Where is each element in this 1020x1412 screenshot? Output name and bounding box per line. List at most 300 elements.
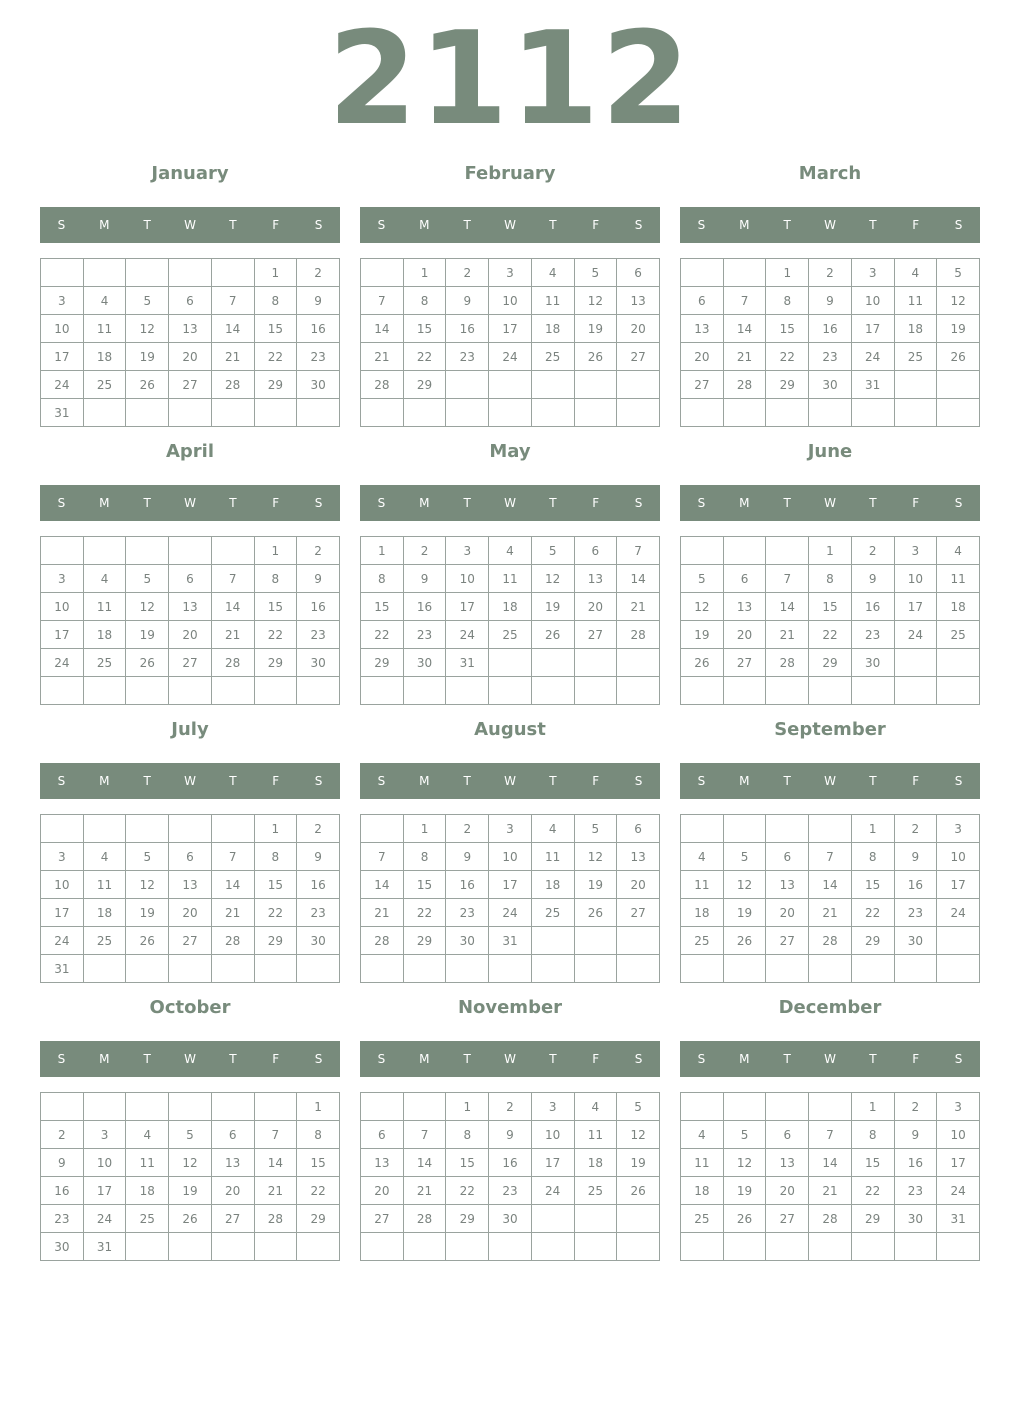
weekday-header xyxy=(40,1041,340,1077)
day-cell: 1 xyxy=(297,1093,340,1121)
day-cell: 3 xyxy=(41,287,84,315)
day-cell: 29 xyxy=(809,649,852,677)
day-cell: 16 xyxy=(41,1177,84,1205)
day-cell: 24 xyxy=(41,649,84,677)
day-cell xyxy=(489,677,532,705)
day-cell xyxy=(809,815,852,843)
week-row xyxy=(681,843,980,871)
day-cell: 6 xyxy=(681,287,724,315)
day-cell: 22 xyxy=(254,899,297,927)
weekday-label: S xyxy=(697,496,706,510)
week-row xyxy=(361,259,660,287)
weekday-label: T xyxy=(549,496,557,510)
day-cell: 23 xyxy=(489,1177,532,1205)
day-cell: 29 xyxy=(361,649,404,677)
day-cell xyxy=(851,677,894,705)
day-cell xyxy=(361,399,404,427)
week-row xyxy=(41,1121,340,1149)
week-row xyxy=(681,927,980,955)
weekday-label: T xyxy=(229,774,237,788)
day-cell: 28 xyxy=(809,1205,852,1233)
day-cell xyxy=(851,399,894,427)
day-cell: 11 xyxy=(681,871,724,899)
day-cell: 5 xyxy=(617,1093,660,1121)
day-cell xyxy=(723,677,766,705)
weekday-header xyxy=(40,485,340,521)
day-cell xyxy=(489,399,532,427)
week-row xyxy=(681,1149,980,1177)
day-cell: 17 xyxy=(937,871,980,899)
week-row xyxy=(361,1177,660,1205)
day-cell: 23 xyxy=(894,1177,937,1205)
day-cell xyxy=(211,399,254,427)
day-cell xyxy=(766,537,809,565)
day-cell xyxy=(937,677,980,705)
week-row xyxy=(361,399,660,427)
day-cell: 13 xyxy=(617,287,660,315)
day-cell: 25 xyxy=(489,621,532,649)
day-cell: 6 xyxy=(169,565,212,593)
day-cell xyxy=(361,955,404,983)
weekday-label: F xyxy=(592,496,600,510)
day-cell: 4 xyxy=(531,259,574,287)
day-cell: 23 xyxy=(446,899,489,927)
day-cell: 8 xyxy=(254,287,297,315)
day-cell xyxy=(126,537,169,565)
day-cell: 15 xyxy=(361,593,404,621)
week-row xyxy=(681,565,980,593)
week-row xyxy=(41,343,340,371)
day-cell: 21 xyxy=(809,899,852,927)
day-cell xyxy=(531,649,574,677)
week-row xyxy=(41,1093,340,1121)
day-cell: 3 xyxy=(489,259,532,287)
day-cell: 30 xyxy=(297,927,340,955)
day-cell: 18 xyxy=(83,343,126,371)
day-cell: 16 xyxy=(446,315,489,343)
day-cell: 18 xyxy=(83,899,126,927)
week-row xyxy=(681,621,980,649)
week-row xyxy=(681,1121,980,1149)
week-row xyxy=(681,1093,980,1121)
day-cell: 29 xyxy=(851,927,894,955)
weekday-label: F xyxy=(592,218,600,232)
weekday-label: T xyxy=(143,1052,151,1066)
day-cell xyxy=(211,815,254,843)
day-cell xyxy=(403,1093,446,1121)
week-row xyxy=(41,843,340,871)
weekday-label: M xyxy=(419,496,430,510)
day-cell xyxy=(361,815,404,843)
day-cell: 16 xyxy=(403,593,446,621)
week-row xyxy=(41,259,340,287)
weekday-label: T xyxy=(229,496,237,510)
day-cell: 28 xyxy=(723,371,766,399)
day-cell xyxy=(361,1233,404,1261)
weekday-label: F xyxy=(912,1052,920,1066)
day-cell: 11 xyxy=(126,1149,169,1177)
day-cell: 12 xyxy=(723,1149,766,1177)
day-cell: 9 xyxy=(41,1149,84,1177)
week-row xyxy=(361,565,660,593)
weekday-label: T xyxy=(143,218,151,232)
day-grid xyxy=(680,1092,980,1261)
day-cell: 18 xyxy=(894,315,937,343)
weekday-label: M xyxy=(99,218,110,232)
day-cell: 30 xyxy=(894,1205,937,1233)
day-cell: 11 xyxy=(531,287,574,315)
day-grid xyxy=(40,258,340,427)
day-cell: 5 xyxy=(723,1121,766,1149)
day-cell: 3 xyxy=(937,815,980,843)
month-title: October xyxy=(149,997,231,1018)
day-cell xyxy=(297,955,340,983)
day-cell: 15 xyxy=(446,1149,489,1177)
day-cell xyxy=(531,927,574,955)
day-cell: 17 xyxy=(489,871,532,899)
day-cell: 5 xyxy=(574,259,617,287)
day-cell: 19 xyxy=(169,1177,212,1205)
weekday-label: M xyxy=(739,218,750,232)
day-cell: 29 xyxy=(297,1205,340,1233)
weekday-label: F xyxy=(272,774,280,788)
day-cell: 15 xyxy=(403,315,446,343)
day-cell: 27 xyxy=(617,899,660,927)
day-cell: 16 xyxy=(297,593,340,621)
day-cell xyxy=(574,927,617,955)
day-cell xyxy=(617,955,660,983)
day-cell: 10 xyxy=(937,1121,980,1149)
month-may xyxy=(360,438,660,708)
day-cell xyxy=(41,1093,84,1121)
week-row xyxy=(681,343,980,371)
day-cell xyxy=(617,677,660,705)
weekday-label: S xyxy=(314,1052,323,1066)
weekday-label: T xyxy=(229,218,237,232)
day-cell xyxy=(681,1233,724,1261)
weekday-label: M xyxy=(99,1052,110,1066)
day-cell: 4 xyxy=(126,1121,169,1149)
day-cell: 18 xyxy=(83,621,126,649)
weekday-label: T xyxy=(463,1052,471,1066)
day-cell: 18 xyxy=(681,899,724,927)
day-cell: 17 xyxy=(851,315,894,343)
weekday-label: F xyxy=(592,1052,600,1066)
day-cell xyxy=(531,371,574,399)
day-grid xyxy=(40,1092,340,1261)
day-cell: 19 xyxy=(126,343,169,371)
day-cell: 25 xyxy=(937,621,980,649)
day-cell: 2 xyxy=(403,537,446,565)
month-title: December xyxy=(778,997,882,1018)
week-row xyxy=(681,1177,980,1205)
day-cell: 1 xyxy=(851,815,894,843)
day-cell: 14 xyxy=(211,593,254,621)
weekday-label: W xyxy=(504,1052,516,1066)
day-cell: 9 xyxy=(297,843,340,871)
day-cell: 19 xyxy=(937,315,980,343)
day-cell: 3 xyxy=(41,565,84,593)
day-cell: 25 xyxy=(83,649,126,677)
day-cell: 13 xyxy=(361,1149,404,1177)
day-cell: 16 xyxy=(851,593,894,621)
day-cell: 23 xyxy=(446,343,489,371)
day-cell: 9 xyxy=(297,287,340,315)
week-row xyxy=(681,871,980,899)
day-cell: 7 xyxy=(361,843,404,871)
day-cell: 10 xyxy=(851,287,894,315)
day-cell: 21 xyxy=(809,1177,852,1205)
day-cell xyxy=(766,677,809,705)
weekday-header xyxy=(360,763,660,799)
day-cell: 19 xyxy=(617,1149,660,1177)
day-cell: 20 xyxy=(169,621,212,649)
month-title: May xyxy=(489,441,531,462)
day-cell xyxy=(617,1205,660,1233)
day-cell: 8 xyxy=(297,1121,340,1149)
day-cell: 21 xyxy=(766,621,809,649)
day-cell xyxy=(297,399,340,427)
day-cell: 25 xyxy=(681,1205,724,1233)
day-cell: 14 xyxy=(809,871,852,899)
day-cell: 19 xyxy=(723,899,766,927)
day-cell: 1 xyxy=(446,1093,489,1121)
day-cell: 2 xyxy=(41,1121,84,1149)
week-row xyxy=(41,537,340,565)
day-cell: 2 xyxy=(297,815,340,843)
day-cell: 21 xyxy=(403,1177,446,1205)
day-cell: 12 xyxy=(617,1121,660,1149)
day-cell xyxy=(297,1233,340,1261)
day-cell: 23 xyxy=(851,621,894,649)
week-row xyxy=(361,955,660,983)
day-cell xyxy=(531,399,574,427)
day-cell: 2 xyxy=(297,259,340,287)
month-title: June xyxy=(807,441,853,462)
day-cell xyxy=(766,955,809,983)
day-cell: 26 xyxy=(574,343,617,371)
day-cell: 11 xyxy=(531,843,574,871)
day-cell: 5 xyxy=(937,259,980,287)
weekday-label: T xyxy=(869,1052,877,1066)
day-cell: 30 xyxy=(403,649,446,677)
day-cell: 28 xyxy=(211,649,254,677)
weekday-label: M xyxy=(739,496,750,510)
weekday-label: T xyxy=(783,1052,791,1066)
day-cell: 6 xyxy=(617,815,660,843)
month-august xyxy=(360,716,660,986)
day-cell xyxy=(211,1093,254,1121)
day-cell: 5 xyxy=(574,815,617,843)
day-cell: 17 xyxy=(41,621,84,649)
month-title: November xyxy=(457,997,563,1018)
day-cell xyxy=(574,399,617,427)
day-cell xyxy=(254,677,297,705)
month-title: September xyxy=(774,719,886,740)
week-row xyxy=(41,565,340,593)
week-row xyxy=(41,287,340,315)
week-row xyxy=(681,399,980,427)
day-cell: 30 xyxy=(297,649,340,677)
day-cell: 16 xyxy=(297,315,340,343)
week-row xyxy=(361,621,660,649)
day-cell: 4 xyxy=(83,287,126,315)
day-cell: 30 xyxy=(894,927,937,955)
day-cell: 3 xyxy=(851,259,894,287)
day-cell: 3 xyxy=(41,843,84,871)
day-cell: 29 xyxy=(403,927,446,955)
day-cell: 19 xyxy=(126,899,169,927)
day-cell xyxy=(574,955,617,983)
day-cell: 7 xyxy=(211,287,254,315)
day-cell: 16 xyxy=(809,315,852,343)
day-cell xyxy=(809,677,852,705)
weekday-label: S xyxy=(57,496,66,510)
day-cell xyxy=(617,649,660,677)
day-cell: 4 xyxy=(83,565,126,593)
day-cell: 14 xyxy=(809,1149,852,1177)
day-cell: 24 xyxy=(41,371,84,399)
day-cell: 2 xyxy=(446,815,489,843)
weekday-label: T xyxy=(549,218,557,232)
day-cell: 29 xyxy=(403,371,446,399)
day-cell: 1 xyxy=(403,259,446,287)
day-cell: 13 xyxy=(766,871,809,899)
day-cell xyxy=(211,955,254,983)
day-cell: 4 xyxy=(531,815,574,843)
day-cell: 8 xyxy=(851,1121,894,1149)
day-cell xyxy=(41,259,84,287)
day-cell: 4 xyxy=(681,843,724,871)
day-cell: 22 xyxy=(254,343,297,371)
day-cell: 5 xyxy=(126,287,169,315)
day-cell: 2 xyxy=(894,1093,937,1121)
day-cell: 7 xyxy=(254,1121,297,1149)
day-cell: 6 xyxy=(723,565,766,593)
day-cell: 13 xyxy=(681,315,724,343)
weekday-label: W xyxy=(504,496,516,510)
day-cell: 10 xyxy=(937,843,980,871)
weekday-header xyxy=(680,1041,980,1077)
day-cell: 11 xyxy=(83,315,126,343)
day-cell: 29 xyxy=(446,1205,489,1233)
day-grid xyxy=(360,258,660,427)
day-cell xyxy=(211,259,254,287)
day-cell xyxy=(723,259,766,287)
day-cell xyxy=(169,955,212,983)
day-cell xyxy=(681,677,724,705)
day-cell: 26 xyxy=(126,927,169,955)
day-cell: 7 xyxy=(809,843,852,871)
weekday-label: W xyxy=(824,774,836,788)
day-cell: 16 xyxy=(894,1149,937,1177)
day-grid xyxy=(680,814,980,983)
week-row xyxy=(41,399,340,427)
day-cell: 14 xyxy=(617,565,660,593)
day-cell xyxy=(894,677,937,705)
month-title: March xyxy=(798,163,862,184)
day-cell: 11 xyxy=(489,565,532,593)
weekday-label: S xyxy=(314,774,323,788)
day-cell: 3 xyxy=(937,1093,980,1121)
week-row xyxy=(41,1233,340,1261)
day-cell: 17 xyxy=(489,315,532,343)
day-cell xyxy=(894,399,937,427)
weekday-header xyxy=(680,207,980,243)
day-cell: 18 xyxy=(126,1177,169,1205)
weekday-label: S xyxy=(377,1052,386,1066)
weekday-label: W xyxy=(824,1052,836,1066)
day-cell: 14 xyxy=(211,315,254,343)
week-row xyxy=(361,1121,660,1149)
day-cell: 30 xyxy=(489,1205,532,1233)
day-cell xyxy=(83,677,126,705)
week-row xyxy=(41,955,340,983)
day-cell: 19 xyxy=(531,593,574,621)
day-cell: 21 xyxy=(617,593,660,621)
day-cell: 17 xyxy=(41,899,84,927)
day-cell: 17 xyxy=(894,593,937,621)
day-cell: 18 xyxy=(489,593,532,621)
day-cell: 18 xyxy=(531,315,574,343)
day-cell xyxy=(531,1205,574,1233)
month-december xyxy=(680,994,980,1264)
day-cell: 9 xyxy=(446,843,489,871)
week-row xyxy=(681,259,980,287)
day-cell: 27 xyxy=(211,1205,254,1233)
day-cell xyxy=(41,815,84,843)
day-cell: 14 xyxy=(723,315,766,343)
day-cell: 21 xyxy=(211,899,254,927)
day-cell: 26 xyxy=(681,649,724,677)
day-cell: 20 xyxy=(169,343,212,371)
day-cell: 9 xyxy=(297,565,340,593)
day-cell: 25 xyxy=(83,371,126,399)
weekday-label: S xyxy=(634,496,643,510)
day-cell: 26 xyxy=(126,649,169,677)
day-cell: 18 xyxy=(937,593,980,621)
month-january xyxy=(40,160,340,430)
day-cell xyxy=(617,1233,660,1261)
day-cell: 27 xyxy=(681,371,724,399)
day-cell xyxy=(809,399,852,427)
weekday-label: S xyxy=(377,496,386,510)
day-cell: 14 xyxy=(766,593,809,621)
day-cell: 2 xyxy=(894,815,937,843)
day-cell: 12 xyxy=(723,871,766,899)
day-cell: 30 xyxy=(297,371,340,399)
day-cell: 23 xyxy=(403,621,446,649)
day-cell: 13 xyxy=(617,843,660,871)
day-cell: 12 xyxy=(574,287,617,315)
day-cell: 27 xyxy=(169,371,212,399)
day-cell: 19 xyxy=(574,871,617,899)
weekday-label: S xyxy=(634,218,643,232)
weekday-header xyxy=(680,763,980,799)
day-cell: 1 xyxy=(254,259,297,287)
day-cell xyxy=(617,399,660,427)
weekday-label: W xyxy=(184,1052,196,1066)
day-cell xyxy=(126,677,169,705)
day-cell xyxy=(723,399,766,427)
weekday-label: S xyxy=(697,1052,706,1066)
day-cell xyxy=(169,259,212,287)
day-cell xyxy=(681,399,724,427)
month-july xyxy=(40,716,340,986)
day-cell: 1 xyxy=(766,259,809,287)
day-cell xyxy=(446,371,489,399)
day-cell xyxy=(681,1093,724,1121)
